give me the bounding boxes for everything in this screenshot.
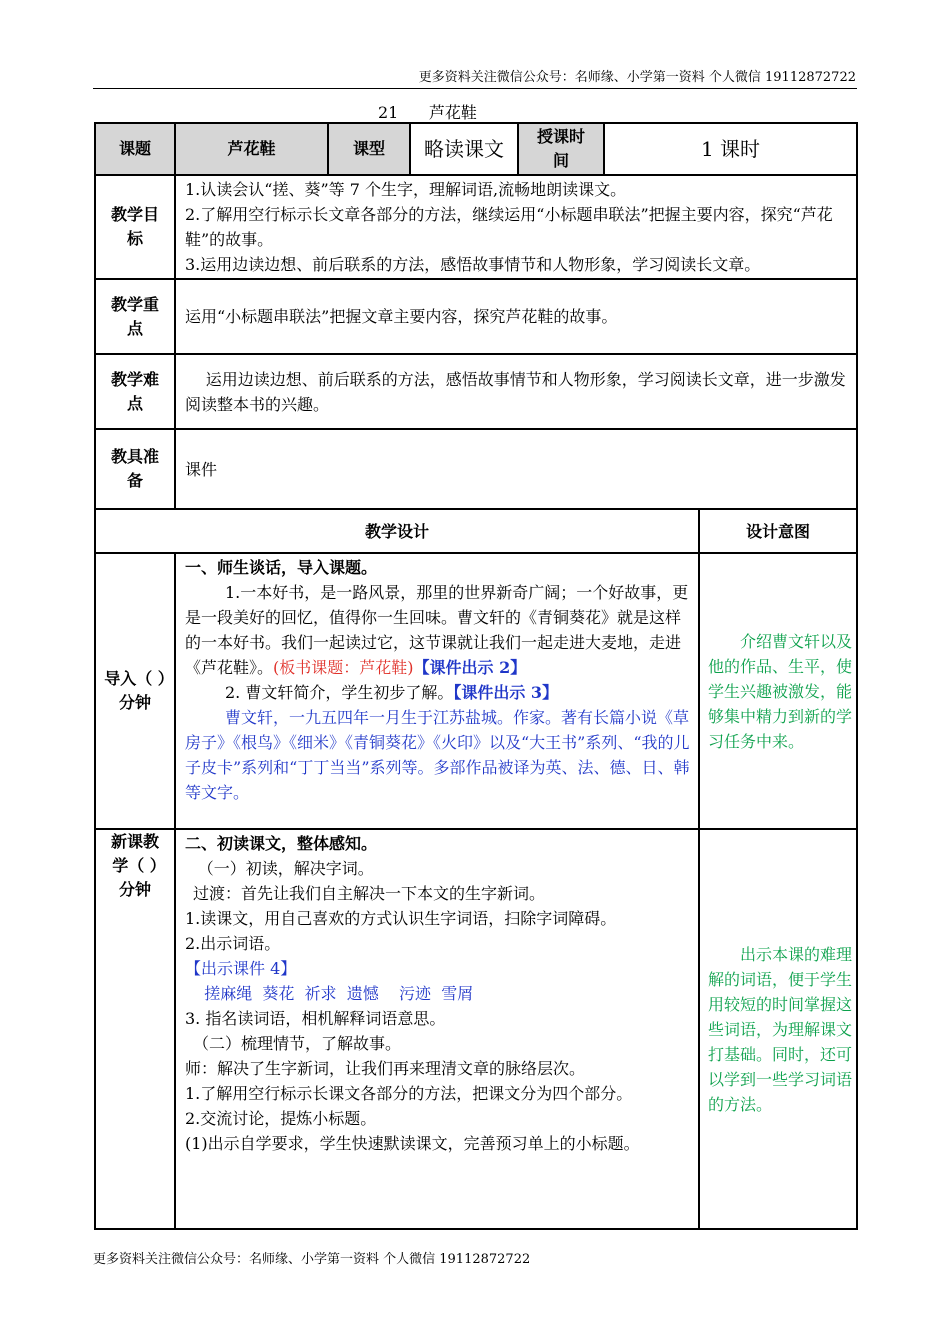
key-content: 运用“小标题串联法”把握文章主要内容，探究芦花鞋的故事。 <box>175 279 857 354</box>
page-header: 更多资料关注微信公众号：名师缘、小学第一资料 个人微信 19112872722 <box>418 70 856 85</box>
tools-content: 课件 <box>175 429 857 509</box>
intro-intent: 介绍曹文轩以及他的作品、生平，使学生兴趣被激发，能够集中精力到新的学习任务中来。 <box>699 553 857 829</box>
difficulty-label: 教学难点 <box>95 354 175 429</box>
goal-2: 2.了解用空行标示长文章各部分的方法，继续运用“小标题串联法”把握主要内容，探究“芦花鞋”的故事。 <box>185 205 833 249</box>
author-intro: 曹文轩，一九五四年一月生于江苏盐城。作家。著有长篇小说《草房子》《根鸟》《细米》《青铜葵花》《火印》以及“大王书”系列、“我的儿子皮卡”系列和“丁丁当当”系列等。多部作品被译为英、法、德、日、韩等文字。 <box>185 708 690 802</box>
tools-label: 教具准备 <box>95 429 175 509</box>
step-2: （二）梳理情节，了解故事。 <box>193 1034 402 1053</box>
page-footer: 更多资料关注微信公众号：名师缘、小学第一资料 个人微信 19112872722 <box>93 1252 531 1267</box>
newlesson-content <box>175 829 699 1229</box>
intent-header: 设计意图 <box>699 509 857 553</box>
topic-label: 课题 <box>95 123 175 175</box>
header-divider <box>93 88 857 89</box>
courseware-2-tag: 【课件出示 2】 <box>413 658 527 677</box>
type-value: 略读课文 <box>410 123 518 175</box>
newlesson-intent: 出示本课的难理解的词语，便于学生用较短的时间掌握这些词语，为理解课文打基础。同时，还可以学到一些学习词语的方法。 <box>699 829 857 1229</box>
goal-1: 1.认读会认“搓、葵”等 7 个生字，理解词语,流畅地朗读课文。 <box>185 180 627 199</box>
intro-p2-text: 2. 曹文轩简介，学生初步了解。 <box>225 683 454 702</box>
courseware-4-tag: 【出示课件 4】 <box>185 959 297 978</box>
time-value: 1 课时 <box>604 123 857 175</box>
key-label: 教学重点 <box>95 279 175 354</box>
goals-content <box>175 175 857 279</box>
step-1: （一）初读，解决字词。 <box>197 859 374 878</box>
topic-value: 芦花鞋 <box>175 123 328 175</box>
goals-label: 教学目标 <box>95 175 175 279</box>
time-label: 授课时间 <box>518 123 604 175</box>
newlesson-heading: 二、初读课文，整体感知。 <box>185 834 378 853</box>
intro-label: 导入（ ）分钟 <box>95 553 175 829</box>
step-2-2: 2.交流讨论，提炼小标题。 <box>185 1109 377 1128</box>
goal-3: 3.运用边读边想、前后联系的方法，感悟故事情节和人物形象，学习阅读长文章。 <box>185 255 761 274</box>
type-label: 课型 <box>328 123 410 175</box>
transition-2: 师：解决了生字新词，让我们再来理清文章的脉络层次。 <box>185 1059 586 1078</box>
transition-1: 过渡：首先让我们自主解决一下本文的生字新词。 <box>193 884 546 903</box>
step-1-3: 3. 指名读词语，相机解释词语意思。 <box>185 1009 446 1028</box>
step-2-2-1: (1)出示自学要求，学生快速默读课文，完善预习单上的小标题。 <box>185 1134 640 1153</box>
intro-content <box>175 553 699 829</box>
intro-heading: 一、师生谈话，导入课题。 <box>185 558 378 577</box>
vocabulary-list: 搓麻绳 葵花 祈求 遗憾 污迹 雪屑 <box>204 984 474 1003</box>
difficulty-content: 运用边读边想、前后联系的方法，感悟故事情节和人物形象，学习阅读长文章，进一步激发阅读整本书的兴趣。 <box>175 354 857 429</box>
intro-paragraph-1 <box>185 580 692 680</box>
step-2-1: 1.了解用空行标示长课文各部分的方法，把课文分为四个部分。 <box>185 1084 633 1103</box>
board-title-note: (板书课题：芦花鞋) <box>273 658 414 677</box>
design-header: 教学设计 <box>95 509 699 553</box>
newlesson-label: 新课教学（ ）分钟 <box>95 829 175 1229</box>
step-1-2: 2.出示词语。 <box>185 934 281 953</box>
intro-paragraph-2 <box>185 680 692 705</box>
step-1-1: 1.读课文，用自己喜欢的方式认识生字词语，扫除字词障碍。 <box>185 909 617 928</box>
lesson-plan-table <box>94 122 858 1230</box>
document-title: 21 芦花鞋 <box>378 103 477 122</box>
intro-p1-text: 1.一本好书，是一路风景，那里的世界新奇广阔；一个好故事，更是一段美好的回忆，值得你一生回味。曹文轩的《青铜葵花》就是这样的一本好书。我们一起读过它，这节课就让我们一起走进大麦地，走进《芦花鞋》。 <box>185 583 689 677</box>
courseware-3-tag: 【课件出示 3】 <box>453 683 559 702</box>
